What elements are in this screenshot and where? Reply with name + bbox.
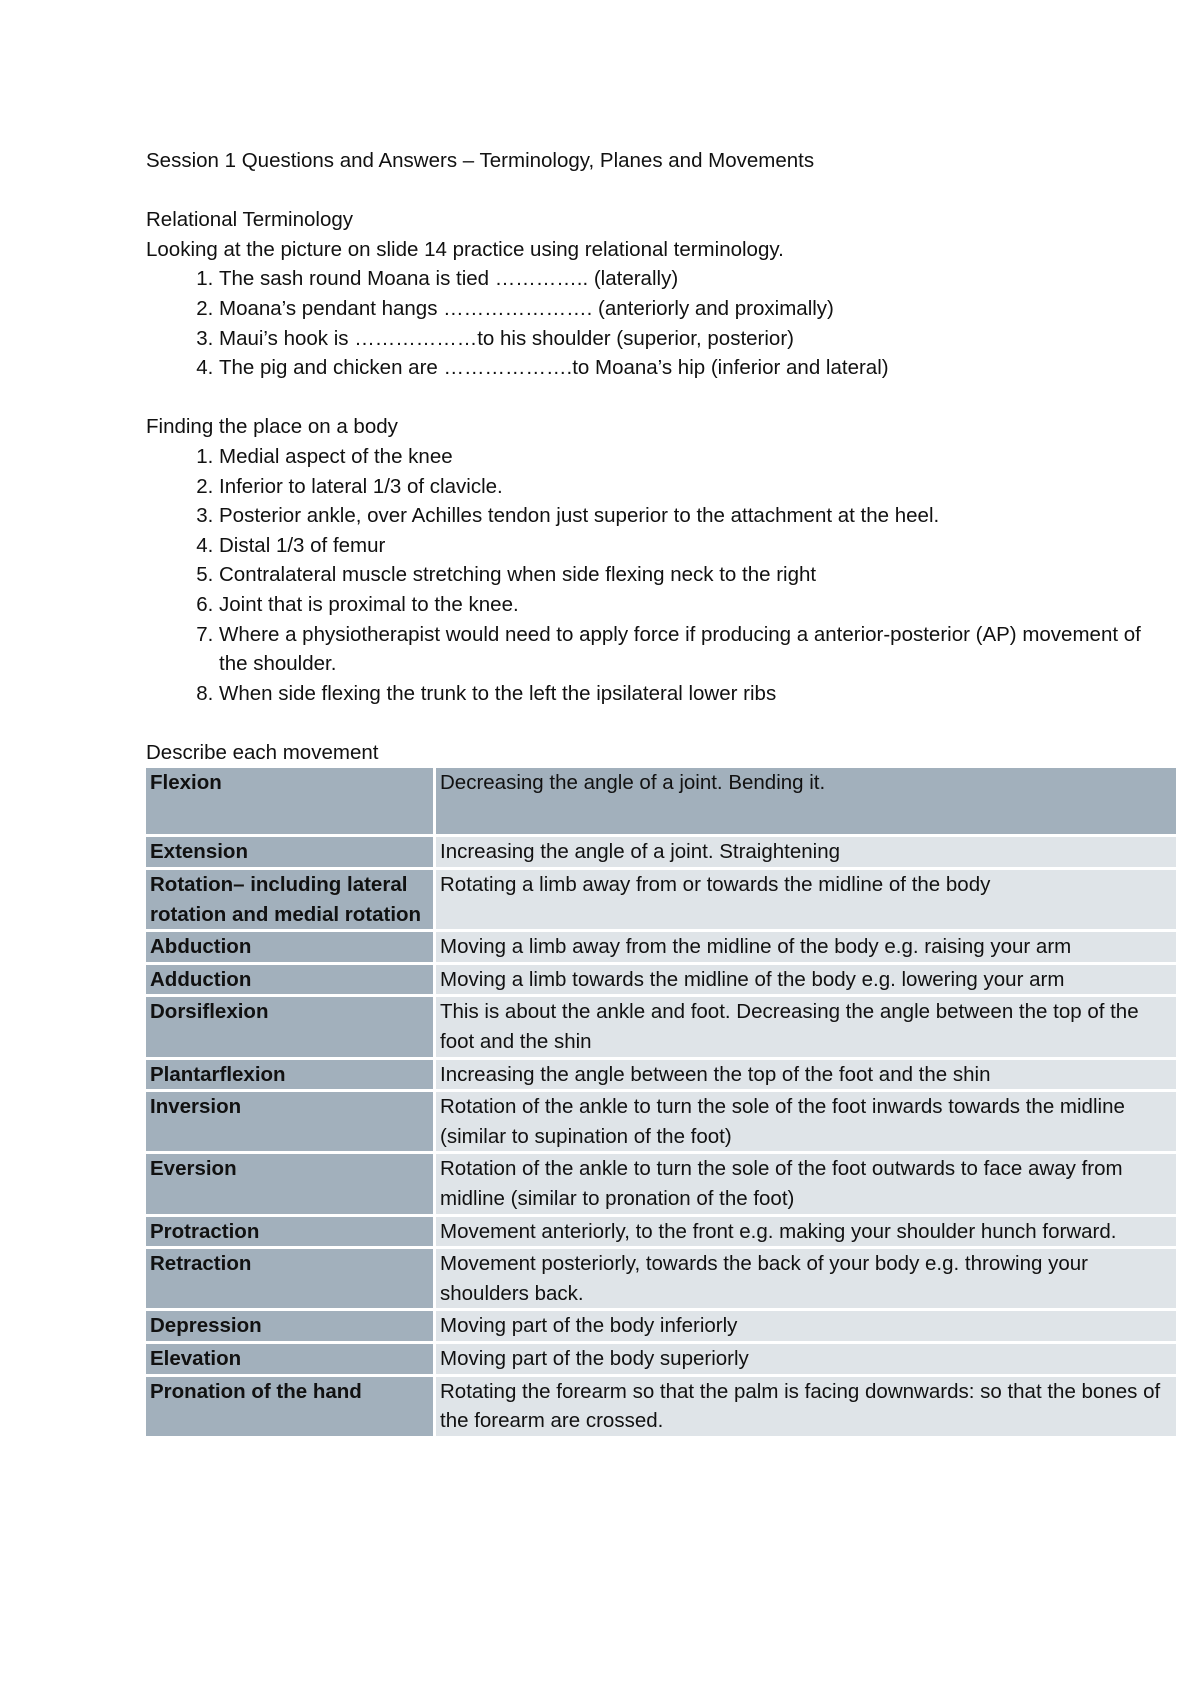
movement-term: Inversion (146, 1092, 436, 1151)
list-item: 2. Inferior to lateral 1/3 of clavicle. (219, 472, 1174, 502)
relational-list (146, 264, 1174, 382)
movement-term: Abduction (146, 932, 436, 962)
movement-term: Rotation– including lateral rotation and medial rotation (146, 870, 436, 929)
table-row (146, 1377, 1176, 1436)
list-item: 8. When side flexing the trunk to the left the ipsilateral lower ribs (219, 679, 1174, 709)
movement-term: Flexion (146, 768, 436, 834)
table-row (146, 1060, 1176, 1090)
list-item: 1. The sash round Moana is tied ………….. (laterally) (219, 264, 1174, 294)
table-row (146, 870, 1176, 929)
movement-description: Moving a limb away from the midline of the body e.g. raising your arm (436, 932, 1176, 962)
page-title: Session 1 Questions and Answers – Terminology, Planes and Movements (146, 149, 815, 172)
spacer (146, 176, 1174, 206)
movement-term: Eversion (146, 1154, 436, 1213)
table-row (146, 1154, 1176, 1213)
finding-list (146, 442, 1174, 708)
movement-description: Increasing the angle of a joint. Straightening (436, 837, 1176, 867)
list-item: 5. Contralateral muscle stretching when side flexing neck to the right (219, 560, 1174, 590)
spacer (146, 383, 1174, 413)
movement-term: Retraction (146, 1249, 436, 1308)
list-item: 3. Maui’s hook is ………………to his shoulder (superior, posterior) (219, 324, 1174, 354)
movement-term: Protraction (146, 1217, 436, 1247)
table-row (146, 768, 1176, 834)
movement-term: Depression (146, 1311, 436, 1341)
list-item: 4. Distal 1/3 of femur (219, 531, 1174, 561)
table-row (146, 837, 1176, 867)
movement-description: This is about the ankle and foot. Decreasing the angle between the top of the foot and the shin (436, 997, 1176, 1056)
spacer (146, 708, 1174, 738)
movement-description: Rotation of the ankle to turn the sole of the foot outwards to face away from midline (similar to pronation of the foot) (436, 1154, 1176, 1213)
movement-description: Moving a limb towards the midline of the body e.g. lowering your arm (436, 965, 1176, 995)
table-row (146, 1217, 1176, 1247)
relational-heading: Relational Terminology (146, 208, 354, 232)
list-item: 2. Moana’s pendant hangs …………………. (anteriorly and proximally) (219, 294, 1174, 324)
movement-term: Plantarflexion (146, 1060, 436, 1090)
finding-heading: Finding the place on a body (146, 415, 398, 439)
movement-description: Rotating the forearm so that the palm is facing downwards: so that the bones of the forearm are crossed. (436, 1377, 1176, 1436)
movement-description: Rotation of the ankle to turn the sole of the foot inwards towards the midline (similar to supination of the foot) (436, 1092, 1176, 1151)
list-item: 3. Posterior ankle, over Achilles tendon just superior to the attachment at the heel. (219, 501, 1174, 531)
list-item: 4. The pig and chicken are ……………….to Moana’s hip (inferior and lateral) (219, 353, 1174, 383)
movement-description: Movement anteriorly, to the front e.g. making your shoulder hunch forward. (436, 1217, 1176, 1247)
movement-description: Decreasing the angle of a joint. Bending it. (436, 768, 1176, 834)
movement-term: Elevation (146, 1344, 436, 1374)
table-row (146, 1344, 1176, 1374)
relational-intro: Looking at the picture on slide 14 practice using relational terminology. (146, 237, 784, 261)
list-item: 6. Joint that is proximal to the knee. (219, 590, 1174, 620)
movement-description: Moving part of the body superiorly (436, 1344, 1176, 1374)
table-row (146, 1092, 1176, 1151)
movement-description: Movement posteriorly, towards the back of your body e.g. throwing your shoulders back. (436, 1249, 1176, 1308)
movement-description: Rotating a limb away from or towards the midline of the body (436, 870, 1176, 929)
movement-description: Increasing the angle between the top of the foot and the shin (436, 1060, 1176, 1090)
list-item: 7. Where a physiotherapist would need to apply force if producing a anterior-posterior (AP) movement of the shoulder. (219, 620, 1174, 679)
table-row (146, 1249, 1176, 1308)
table-row (146, 1311, 1176, 1341)
movement-term: Adduction (146, 965, 436, 995)
movements-heading: Describe each movement (146, 740, 379, 764)
movement-term: Extension (146, 837, 436, 867)
table-row (146, 997, 1176, 1056)
movement-term: Pronation of the hand (146, 1377, 436, 1436)
table-row (146, 965, 1176, 995)
table-row (146, 932, 1176, 962)
document-content (146, 146, 1174, 1439)
movements-table (146, 765, 1176, 1438)
list-item: 1. Medial aspect of the knee (219, 442, 1174, 472)
movement-description: Moving part of the body inferiorly (436, 1311, 1176, 1341)
movement-term: Dorsiflexion (146, 997, 436, 1056)
